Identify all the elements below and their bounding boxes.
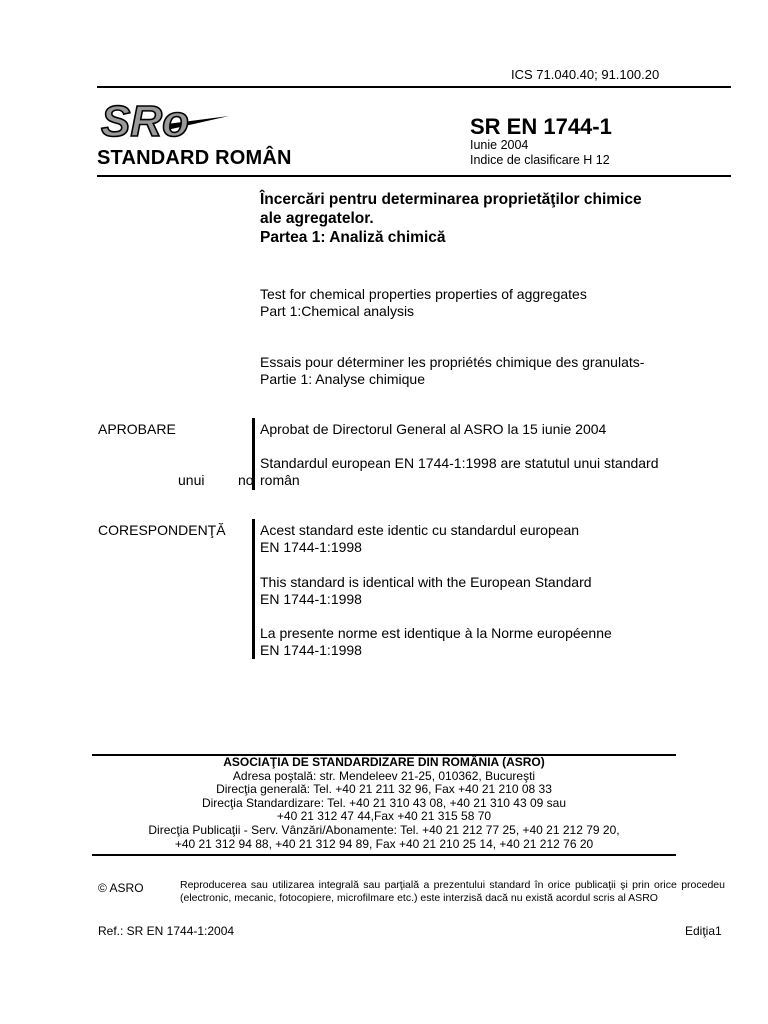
approval-status: Standardul european EN 1744-1:1998 are statutul unui standard român [260, 455, 659, 488]
asro-address: Adresa poştală: str. Mendeleev 21-25, 010362, Bucureşti [232, 768, 536, 783]
asro-bottom-rule [92, 854, 676, 856]
stray-text-no: no [238, 472, 254, 488]
copyright-notice: © ASRO [98, 881, 144, 895]
correspondence-fr: La presente norme est identique à la Norme européenne EN 1744-1:1998 [260, 625, 612, 658]
asro-standardization: Direcţia Standardizare: Tel. +40 21 310 43 08, +40 21 310 43 09 sau [201, 795, 567, 810]
approval-text: Aprobat de Directorul General al ASRO la 15 iunie 2004 [260, 421, 607, 437]
publication-date: Iunie 2004 [470, 138, 529, 152]
correspondence-en: This standard is identical with the European Standard EN 1744-1:1998 [260, 574, 592, 607]
edition: Ediţia1 [685, 924, 722, 938]
correspondence-bar [252, 519, 255, 659]
stray-text-unui: unui [178, 472, 205, 488]
title-french: Essais pour déterminer les propriétés chimique des granulats- Partie 1: Analyse chimique [260, 354, 645, 387]
header-rule [97, 175, 731, 177]
approval-label: APROBARE [98, 421, 176, 437]
asro-publications: Direcţia Publicaţii - Serv. Vânzări/Abonamente: Tel. +40 21 212 77 25, +40 21 212 79 20, [148, 822, 620, 837]
classification-index: Indice de clasificare H 12 [470, 153, 610, 167]
ics-code: ICS 71.040.40; 91.100.20 [511, 67, 660, 82]
svg-text:SRo: SRo [101, 97, 189, 146]
correspondence-ro: Acest standard este identic cu standardul european EN 1744-1:1998 [260, 522, 580, 555]
asro-general: Direcţia generală: Tel. +40 21 211 32 96, Fax +40 21 210 08 33 [216, 782, 552, 797]
asro-publications-2: +40 21 312 94 88, +40 21 312 94 89, Fax +40 21 210 25 14, +40 21 212 76 20 [174, 836, 594, 851]
title-english: Test for chemical properties properties of aggregates Part 1:Chemical analysis [260, 286, 587, 319]
asro-heading: ASOCIAŢIA DE STANDARDIZARE DIN ROMÂNIA (ASRO) [223, 755, 545, 769]
standard-code: SR EN 1744-1 [470, 114, 612, 139]
standard-label: STANDARD ROMÂN [97, 147, 292, 169]
title-romanian: Încercări pentru determinarea proprietăţilor chimice ale agregatelor. Partea 1: Analiză chimică [260, 191, 642, 246]
asro-standardization-2: +40 21 312 47 44,Fax +40 21 315 58 70 [276, 809, 492, 824]
correspondence-label: CORESPONDENŢĂ [98, 522, 226, 538]
reference: Ref.: SR EN 1744-1:2004 [98, 924, 235, 938]
top-rule [97, 86, 731, 88]
sro-logo [97, 96, 237, 146]
legal-notice: Reproducerea sau utilizarea integrală sau parţială a prezentului standard în orice publicaţii şi prin orice procedeu (electronic, mecanic, fotocopiere, microfilmare etc.) este interzisă dacă nu există acordul scris al ASRO [180, 879, 725, 904]
asro-contact-block [92, 756, 676, 851]
